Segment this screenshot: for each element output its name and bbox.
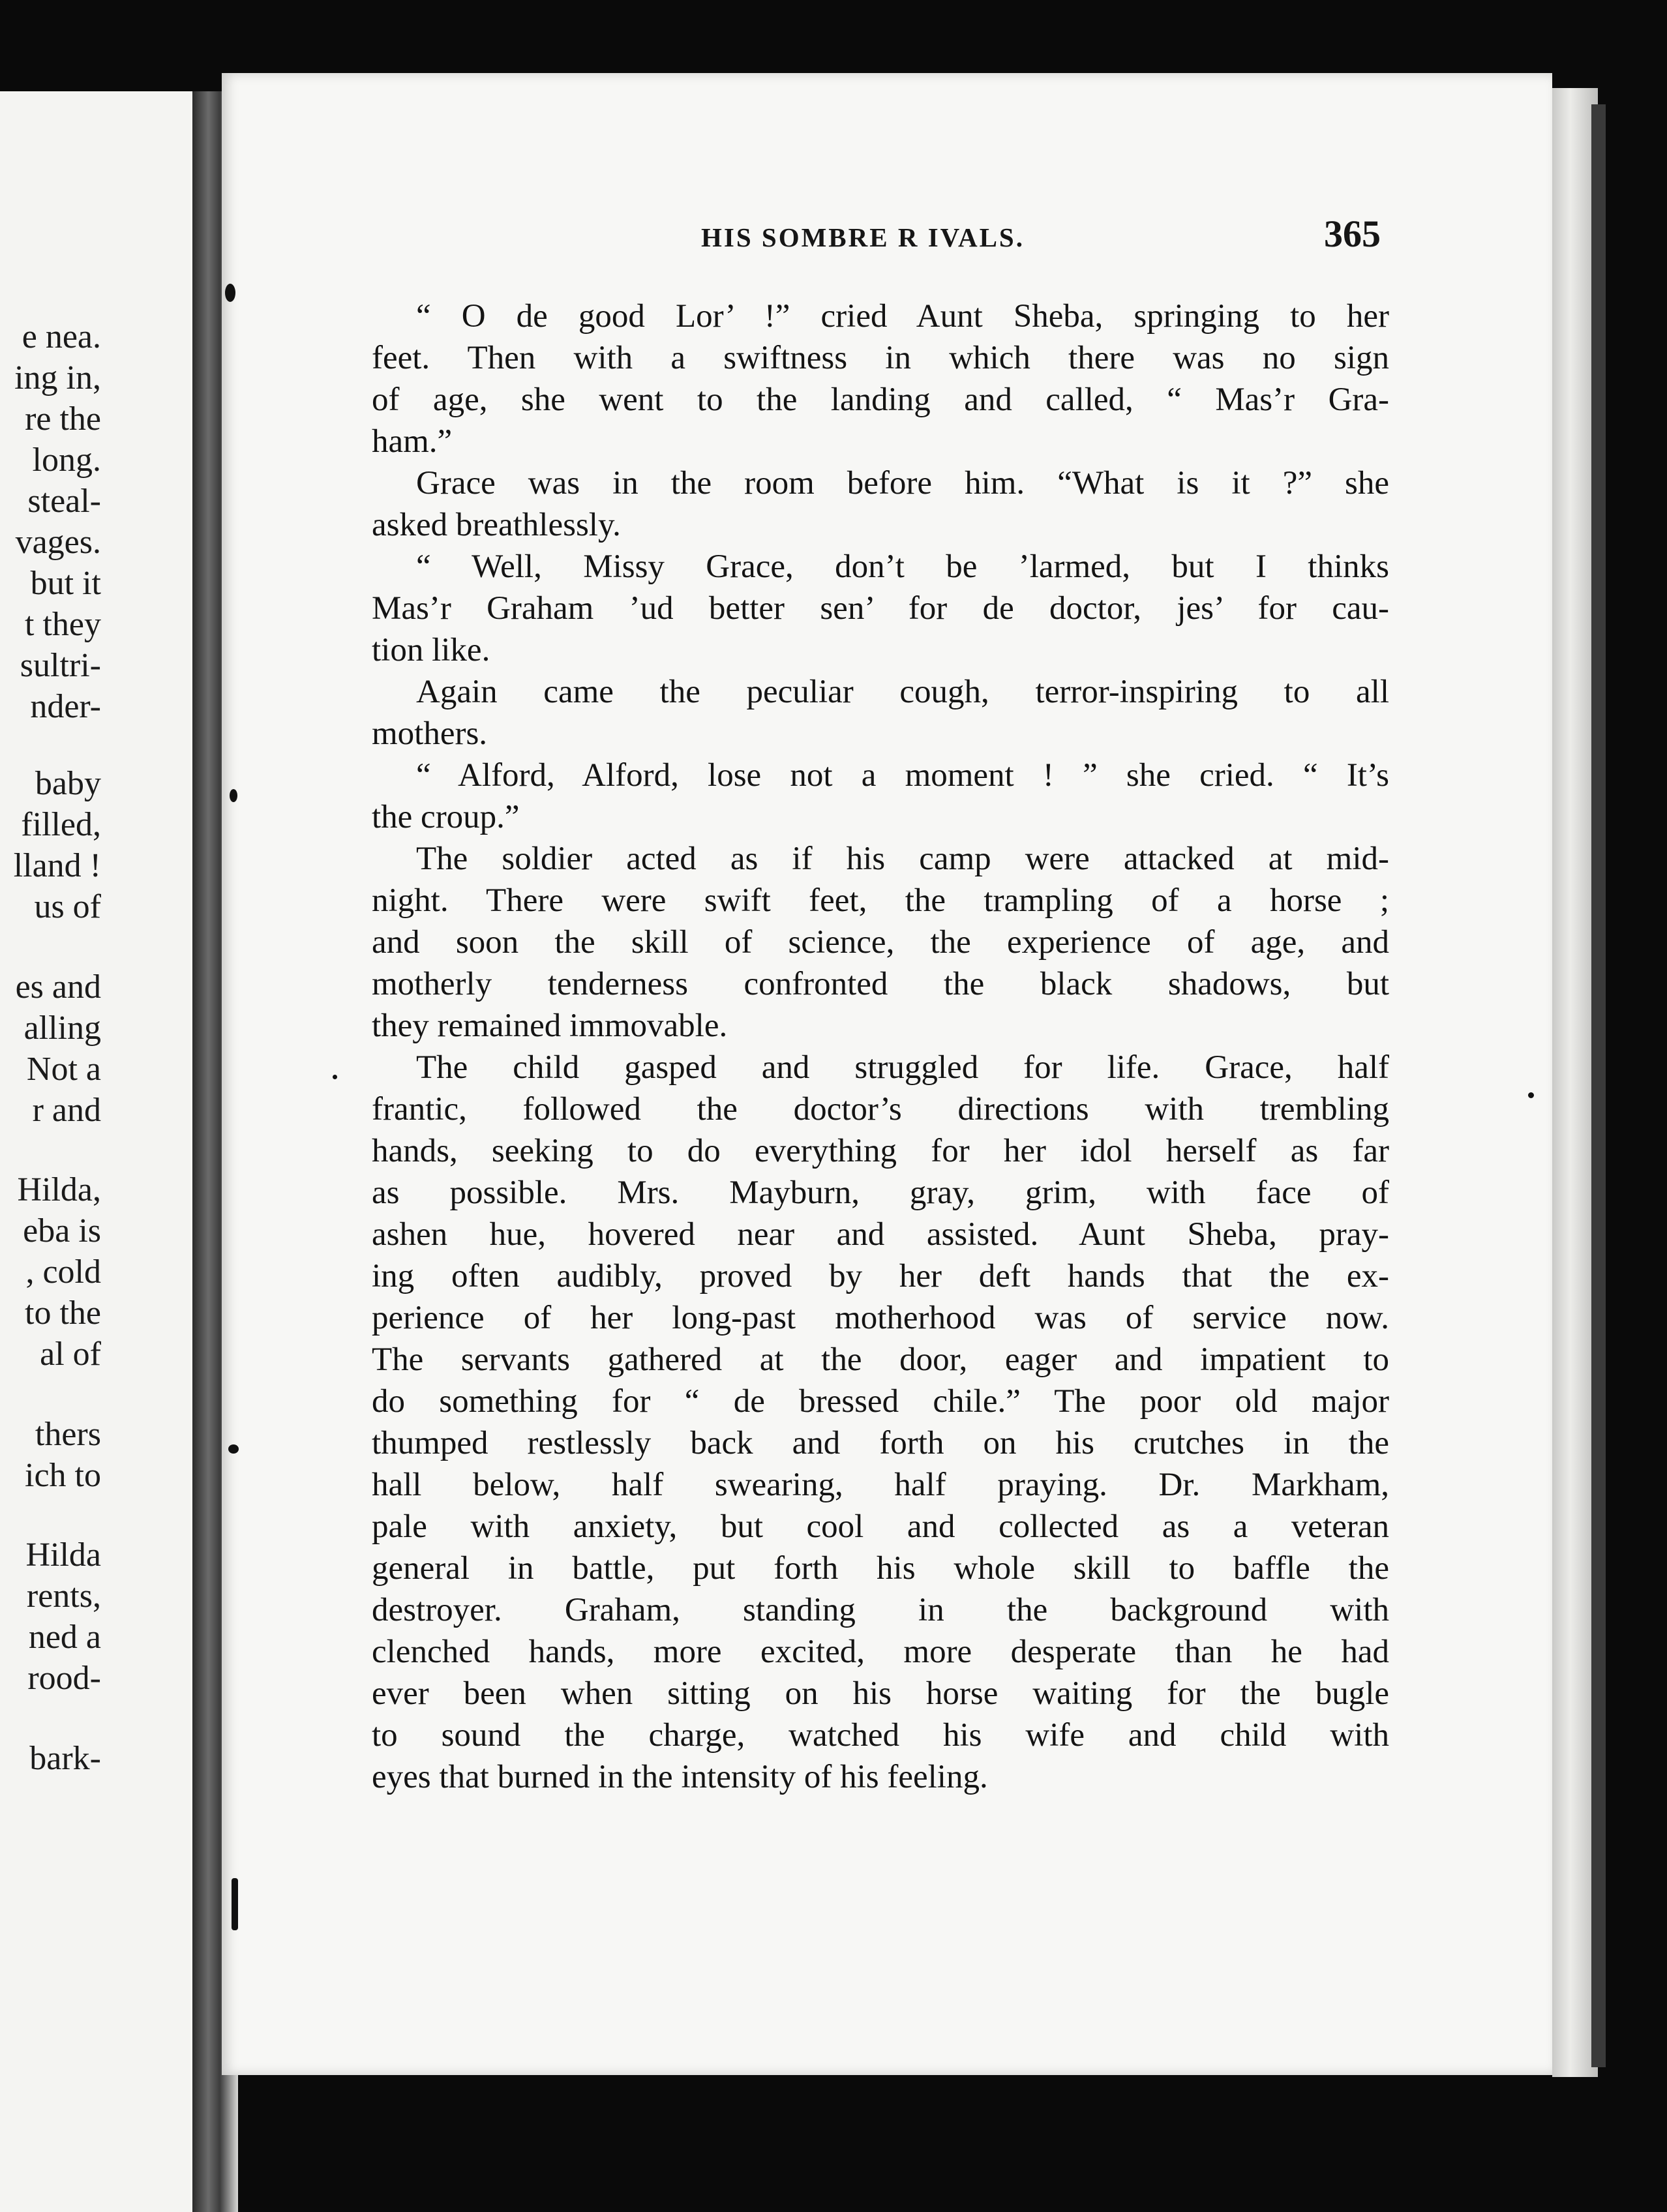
text-line: of age, she went to the landing and called, “ Mas’r Gra- bbox=[372, 381, 1389, 418]
text-line: motherly tenderness confronted the black shadows, but bbox=[372, 966, 1389, 1002]
left-page-line: es and bbox=[15, 968, 101, 1006]
left-page-fragment bbox=[0, 91, 192, 2212]
left-page-line: rood- bbox=[27, 1660, 101, 1697]
left-page-line: Hilda bbox=[25, 1536, 101, 1574]
left-page-line: Not a bbox=[26, 1051, 101, 1088]
text-line: ever been when sitting on his horse waiting for the bugle bbox=[372, 1675, 1389, 1712]
page-edge-shadow bbox=[1591, 104, 1606, 2067]
scan-speck bbox=[230, 789, 237, 802]
left-page-line: baby bbox=[35, 765, 101, 802]
left-page-line: bark- bbox=[29, 1740, 101, 1777]
running-head: HIS SOMBRE R IVALS. bbox=[701, 222, 1025, 252]
text-line: destroyer. Graham, standing in the background with bbox=[372, 1592, 1389, 1628]
left-page-line: thers bbox=[35, 1416, 101, 1453]
text-line: clenched hands, more excited, more desperate than he had bbox=[372, 1634, 1389, 1670]
text-line: asked breathlessly. bbox=[372, 507, 621, 543]
text-line: frantic, followed the doctor’s directions with trembling bbox=[372, 1091, 1389, 1128]
text-line: “ Alford, Alford, lose not a moment ! ” she cried. “ It’s bbox=[416, 757, 1389, 794]
text-line: ing often audibly, proved by her deft hands that the ex- bbox=[372, 1258, 1389, 1294]
left-page-line: ned a bbox=[28, 1619, 101, 1656]
text-line: “ Well, Missy Grace, don’t be ’larmed, but I thinks bbox=[416, 548, 1389, 585]
page-number: 365 bbox=[1324, 213, 1381, 255]
text-line: perience of her long-past motherhood was of service now. bbox=[372, 1300, 1389, 1336]
text-line: hands, seeking to do everything for her idol herself as far bbox=[372, 1133, 1389, 1169]
text-line: The servants gathered at the door, eager and impatient to bbox=[372, 1341, 1389, 1378]
text-line: mothers. bbox=[372, 715, 488, 752]
text-line: hall below, half swearing, half praying. Dr. Markham, bbox=[372, 1467, 1389, 1503]
text-line: do something for “ de bressed chile.” The poor old major bbox=[372, 1383, 1389, 1420]
left-page-line: to the bbox=[25, 1294, 101, 1332]
text-line: Mas’r Graham ’ud better sen’ for de doctor, jes’ for cau- bbox=[372, 590, 1389, 627]
left-page-line: vages. bbox=[15, 524, 101, 561]
left-page-line: alling bbox=[23, 1009, 101, 1047]
left-page-line: ich to bbox=[25, 1457, 101, 1494]
scan-speck bbox=[228, 1444, 239, 1454]
left-page-line: r and bbox=[32, 1092, 101, 1129]
left-page-line: re the bbox=[25, 400, 101, 438]
left-page-line: al of bbox=[40, 1336, 101, 1373]
text-line: The child gasped and struggled for life. Grace, half bbox=[416, 1049, 1389, 1086]
text-line: ham.” bbox=[372, 423, 453, 460]
left-page-line: long. bbox=[32, 441, 101, 479]
text-line: feet. Then with a swiftness in which there was no sign bbox=[372, 340, 1389, 376]
text-line: The soldier acted as if his camp were attacked at mid- bbox=[416, 841, 1389, 877]
scan-speck bbox=[232, 1878, 238, 1930]
text-line: eyes that burned in the intensity of his feeling. bbox=[372, 1759, 988, 1795]
scan-speck bbox=[225, 284, 235, 302]
left-page-line: steal- bbox=[27, 483, 101, 520]
text-line: Again came the peculiar cough, terror-inspiring to all bbox=[416, 674, 1389, 710]
left-page-line: but it bbox=[30, 565, 101, 602]
left-page-line: lland ! bbox=[13, 847, 101, 884]
text-line: they remained immovable. bbox=[372, 1008, 728, 1044]
scan-speck bbox=[333, 1075, 337, 1079]
left-page-line: us of bbox=[34, 888, 101, 925]
left-page-line: rents, bbox=[26, 1577, 101, 1615]
text-line: ashen hue, hovered near and assisted. Aunt Sheba, pray- bbox=[372, 1216, 1389, 1253]
text-line: night. There were swift feet, the trampling of a horse ; bbox=[372, 882, 1389, 919]
body-text bbox=[372, 295, 1389, 1798]
text-line: tion like. bbox=[372, 632, 490, 668]
text-line: thumped restlessly back and forth on his crutches in the bbox=[372, 1425, 1389, 1461]
left-page-line: e nea. bbox=[22, 318, 101, 355]
left-page-line: sultri- bbox=[20, 647, 101, 684]
text-line: to sound the charge, watched his wife and child with bbox=[372, 1717, 1389, 1754]
left-page-line: eba is bbox=[23, 1212, 101, 1249]
left-page-line: nder- bbox=[30, 688, 101, 725]
text-line: the croup.” bbox=[372, 799, 520, 835]
text-line: general in battle, put forth his whole skill to baffle the bbox=[372, 1550, 1389, 1587]
left-page-line: Hilda, bbox=[17, 1171, 101, 1208]
text-line: as possible. Mrs. Mayburn, gray, grim, with face of bbox=[372, 1174, 1389, 1211]
text-line: pale with anxiety, but cool and collected as a veteran bbox=[372, 1508, 1389, 1545]
text-line: “ O de good Lor’ !” cried Aunt Sheba, springing to her bbox=[416, 298, 1389, 335]
scan-speck bbox=[1528, 1092, 1534, 1098]
left-page-line: filled, bbox=[21, 806, 101, 843]
left-page-line: , cold bbox=[25, 1253, 101, 1291]
text-line: Grace was in the room before him. “What is it ?” she bbox=[416, 465, 1389, 501]
text-line: and soon the skill of science, the experience of age, and bbox=[372, 924, 1389, 961]
left-page-line: t they bbox=[25, 606, 101, 643]
left-page-line: ing in, bbox=[14, 359, 101, 396]
